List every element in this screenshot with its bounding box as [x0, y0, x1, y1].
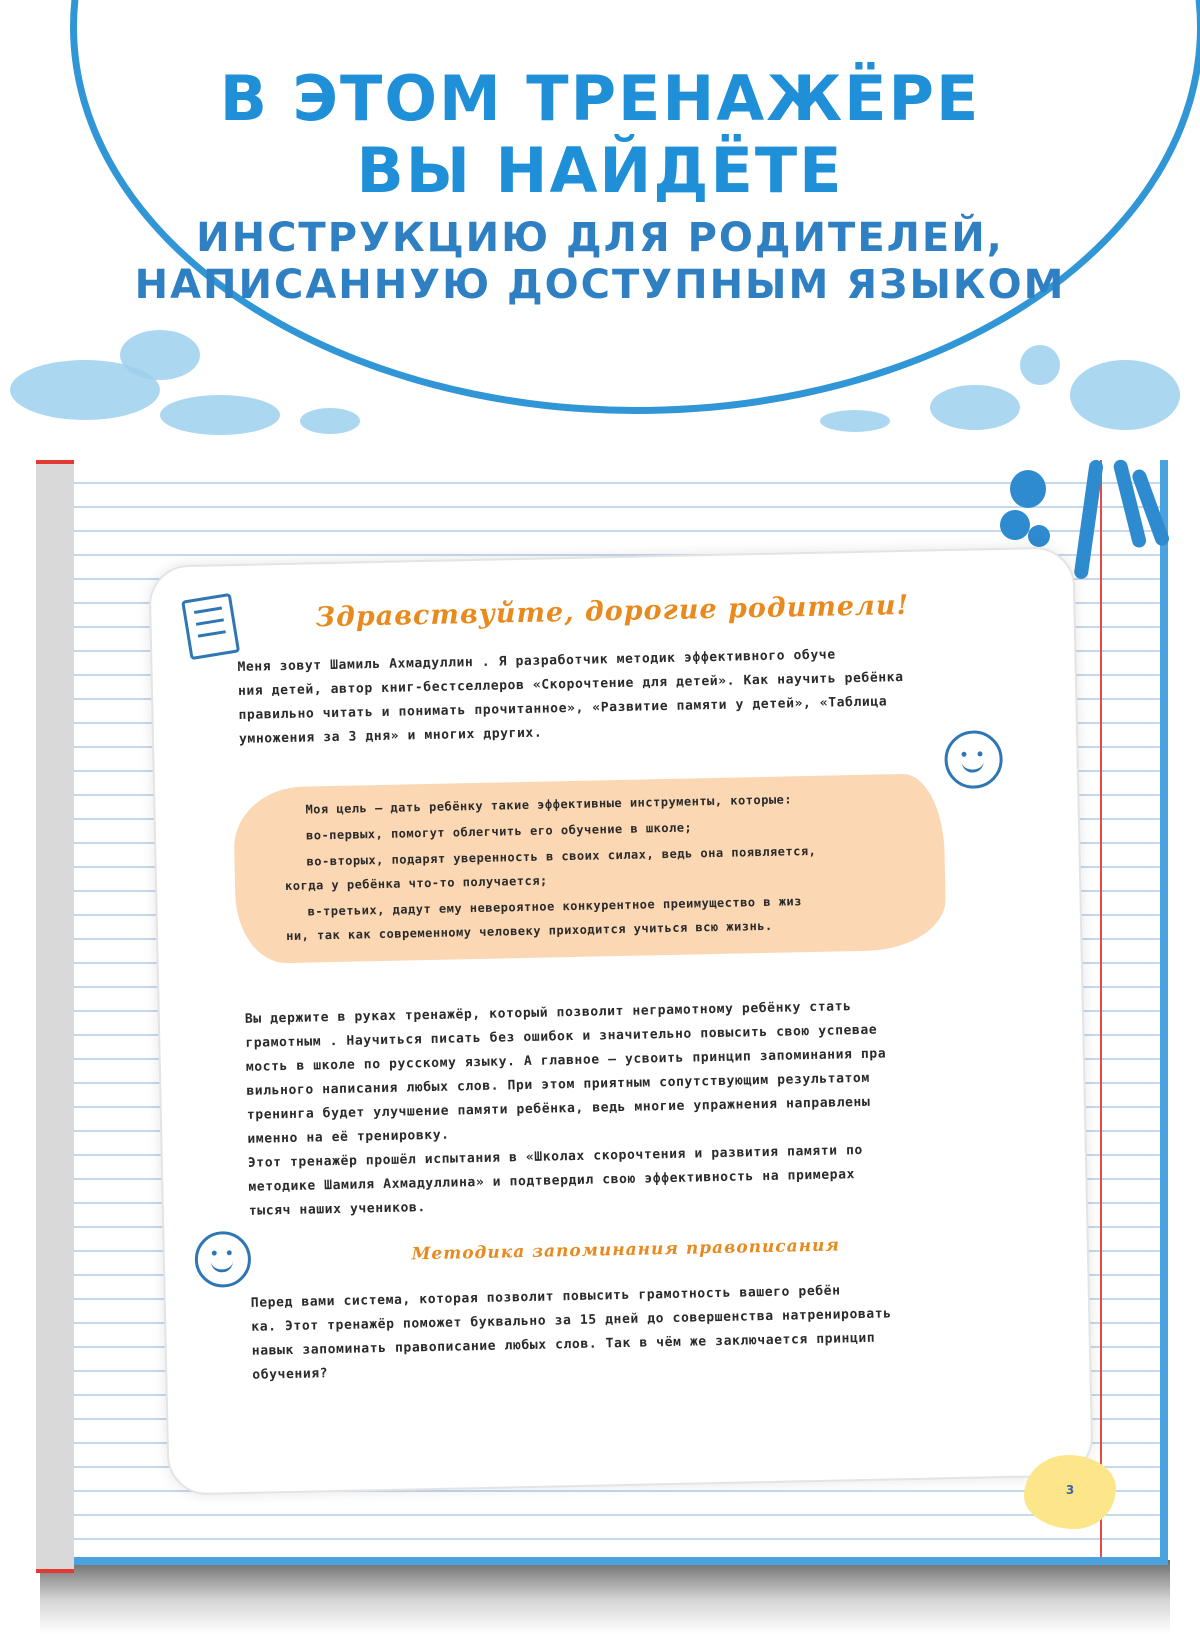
text-line: мость в школе по русскому языку. А главное — усвоить принцип запоминания пра — [245, 1046, 887, 1075]
headline-line-3: ИНСТРУКЦИЮ ДЛЯ РОДИТЕЛЕЙ, — [196, 215, 1004, 261]
book-shadow — [40, 1560, 1170, 1634]
banner — [0, 0, 1200, 470]
headline-line-2: ВЫ НАЙДЁТЕ — [356, 134, 844, 207]
instruction-card — [148, 546, 1093, 1495]
text-line: именно на её тренировку. — [247, 1127, 450, 1147]
paint-splash — [160, 395, 280, 435]
text-line: Меня зовут Шамиль Ахмадуллин . Я разработчик методик эффективного обуче — [237, 647, 836, 675]
book-spine — [36, 460, 74, 1573]
paint-splash — [930, 385, 1020, 430]
text-line: тысяч наших учеников. — [248, 1200, 426, 1219]
boy-face-icon — [194, 1231, 251, 1288]
greeting-title: Здравствуйте, дорогие родители! — [315, 589, 910, 634]
goal-line: во-вторых, подарят уверенность в своих силах, ведь она появляется, — [306, 843, 817, 869]
headline-line-4: НАПИСАННУЮ ДОСТУПНЫМ ЯЗЫКОМ — [134, 262, 1066, 308]
text-line: Этот тренажёр прошёл испытания в «Школах скорочтения и развития памяти по — [247, 1142, 864, 1171]
goal-line: в-третьих, дадут ему невероятное конкурентное преимущество в жиз — [307, 894, 803, 919]
paint-splash — [300, 408, 360, 434]
text-line: навык запоминать правописание любых слов. Так в чём же заключается принцип — [251, 1330, 876, 1359]
goal-line: Моя цель — дать ребёнку такие эффективные инструменты, которые: — [305, 792, 793, 817]
text-line: обучения? — [252, 1366, 329, 1383]
paint-splash — [120, 330, 200, 380]
goal-line: во-первых, помогут облегчить его обучение в школе; — [305, 820, 693, 843]
method-subheading: Методика запоминания правописания — [411, 1235, 841, 1265]
paint-splash — [1020, 345, 1060, 385]
paint-splash — [820, 410, 890, 432]
text-line: ния детей, автор книг-бестселлеров «Скорочтение для детей». Как научить ребёнка — [237, 670, 904, 699]
text-line: тренинга будет улучшение памяти ребёнка, ведь многие упражнения направлены — [246, 1094, 871, 1123]
ink-splat — [1010, 470, 1046, 508]
paint-splash — [1070, 360, 1180, 430]
text-line: Перед вами система, которая позволит повысить грамотность вашего ребён — [250, 1283, 841, 1311]
margin-line — [1100, 460, 1102, 1557]
ink-splat — [1000, 510, 1030, 540]
ink-splat — [1028, 525, 1050, 547]
headline-line-1: В ЭТОМ ТРЕНАЖЁРЕ — [219, 62, 981, 135]
method-paragraph — [251, 1277, 973, 1388]
text-line: грамотным . Научиться писать без ошибок и значительно повысить свою успевае — [245, 1022, 878, 1051]
goal-line: ни, так как современному человеку приходится учиться всю жизнь. — [285, 918, 773, 943]
goal-line: когда у ребёнка что-то получается; — [284, 873, 548, 894]
text-line: методике Шамиля Ахмадуллина» и подтвердил свою эффективность на примерах — [248, 1167, 856, 1195]
page-number: 3 — [1065, 1483, 1075, 1497]
text-line: ка. Этот тренажёр поможет буквально за 15 дней до совершенства натренировать — [251, 1306, 892, 1335]
text-line: правильно читать и понимать прочитанное», «Развитие памяти у детей», «Таблица — [238, 694, 888, 723]
text-line: вильного написания любых слов. При этом приятным сопутствующим результатом — [246, 1070, 870, 1099]
text-line: Вы держите в руках тренажёр, который позволит неграмотному ребёнку стать — [244, 999, 852, 1027]
intro-paragraph — [237, 641, 959, 752]
text-line: умножения за 3 дня» и многих других. — [238, 725, 543, 747]
body-paragraph — [245, 993, 969, 1224]
girl-face-icon — [944, 730, 1003, 789]
